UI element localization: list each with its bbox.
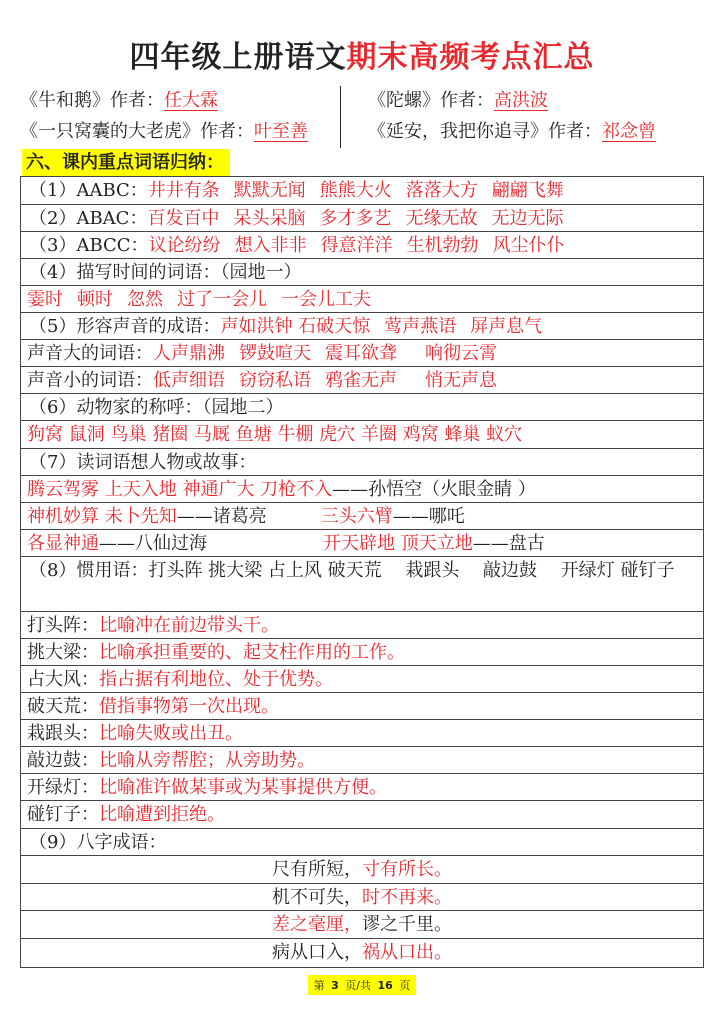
table-row: （7）读词语想人物或故事： — [21, 449, 703, 476]
word: 窃窃私语 — [239, 370, 311, 391]
author-name: 叶至善 — [254, 121, 308, 142]
word: 呆头呆脑 — [233, 208, 306, 229]
table-row: 机不可失，时不再来。 — [21, 884, 703, 911]
table-row: （9）八字成语： — [21, 829, 703, 856]
title-part1: 四年级上册语文 — [129, 40, 347, 75]
author-entry: 《陀螺》作者：高洪波 — [368, 90, 548, 111]
table-row: 声音小的词语：低声细语 窃窃私语 鸦雀无声 悄无声息 — [21, 367, 703, 394]
content-table — [20, 176, 704, 968]
word: 震耳欲聋 — [325, 343, 397, 364]
word: 风尘仆仆 — [492, 235, 565, 256]
table-row: 腾云驾雾 上天入地 神通广大 刀枪不入——孙悟空（火眼金睛 ） — [21, 476, 703, 503]
word: 屏声息气 — [470, 316, 543, 337]
word: 响彻云霄 — [425, 343, 497, 364]
word: 低声细语 — [153, 370, 225, 391]
word: 顿时 — [77, 289, 113, 310]
word: 声如洪钟 — [220, 316, 293, 337]
table-row: 破天荒：借指事物第一次出现。 — [21, 693, 703, 720]
table-row: （3）ABCC：议论纷纷 想入非非 得意洋洋 生机勃勃 风尘仆仆 — [21, 232, 703, 259]
table-row: 开绿灯：比喻准许做某事或为某事提供方便。 — [21, 774, 703, 801]
author-entry: 《一只窝囊的大老虎》作者：叶至善 — [20, 121, 308, 142]
table-row: （6）动物家的称呼：（园地二） — [21, 394, 703, 421]
page-footer — [0, 974, 724, 995]
word: 锣鼓喧天 — [239, 343, 311, 364]
title-part2: 期末高频考点汇总 — [346, 40, 595, 75]
table-row: 尺有所短，寸有所长。 — [21, 856, 703, 884]
table-row: 狗窝 鼠洞 鸟巢 猪圈 马厩 鱼塘 牛棚 虎穴 羊圈 鸡窝 蜂巢 蚁穴 — [21, 421, 703, 449]
table-row: （5）形容声音的成语：声如洪钟 石破天惊 莺声燕语 屏声息气 — [21, 313, 703, 340]
word: 忽然 — [127, 289, 163, 310]
table-row: 打头阵：比喻冲在前边带头干。 — [21, 612, 703, 639]
page-title — [0, 36, 724, 80]
word: 熊熊大火 — [319, 180, 392, 201]
table-row: （1）AABC：井井有条 默默无闻 熊熊大火 落落大方 翩翩飞舞 — [21, 177, 703, 205]
table-row: 碰钉子：比喻遭到拒绝。 — [21, 801, 703, 829]
table-row: 神机妙算 未卜先知——诸葛亮 三头六臂——哪吒 — [21, 503, 703, 530]
word: 霎时 — [27, 289, 63, 310]
word: 无边无际 — [491, 208, 564, 229]
table-row: （4）描写时间的词语：（园地一） — [21, 259, 703, 286]
table-row: （2）ABAC：百发百中 呆头呆脑 多才多艺 无缘无故 无边无际 — [21, 205, 703, 232]
table-row: 占大风：指占据有利地位、处于优势。 — [21, 666, 703, 693]
author-name: 祁念曾 — [602, 121, 656, 142]
word: 默默无闻 — [233, 180, 306, 201]
word: 多才多艺 — [319, 208, 392, 229]
author-name: 任大霖 — [164, 90, 218, 111]
author-name: 高洪波 — [494, 90, 548, 111]
word: 想入非非 — [234, 235, 307, 256]
table-row: 声音大的词语：人声鼎沸 锣鼓喧天 震耳欲聋 响彻云霄 — [21, 340, 703, 367]
table-row: 病从口入，祸从口出。 — [272, 942, 452, 963]
word: 生机勃勃 — [406, 235, 479, 256]
word: 石破天惊 — [298, 316, 371, 337]
table-row: 差之毫厘，谬之千里。 — [21, 911, 703, 939]
word: 井井有条 — [147, 180, 220, 201]
word: 无缘无故 — [405, 208, 478, 229]
word: 悄无声息 — [425, 370, 497, 391]
author-entry: 《延安，我把你追寻》作者：祁念曾 — [368, 121, 656, 142]
page-number: 第 3 页/共 16 页 — [308, 975, 417, 995]
word: 鸦雀无声 — [325, 370, 397, 391]
word: 翩翩飞舞 — [491, 180, 564, 201]
word: 百发百中 — [147, 208, 220, 229]
author-entry: 《牛和鹅》作者：任大霖 — [20, 90, 218, 111]
word: 过了一会儿 — [177, 289, 267, 310]
word: 莺声燕语 — [384, 316, 457, 337]
word: 得意洋洋 — [320, 235, 393, 256]
table-row: 各显神通——八仙过海 开天辟地 顶天立地——盘古 — [21, 530, 703, 557]
table-row: 挑大梁：比喻承担重要的、起支柱作用的工作。 — [21, 639, 703, 666]
section-heading: 六、课内重点词语归纳： — [22, 149, 230, 176]
column-divider — [340, 86, 341, 148]
word: 一会儿工夫 — [281, 289, 371, 310]
word: 人声鼎沸 — [153, 343, 225, 364]
table-row: 栽跟头：比喻失败或出丑。 — [21, 720, 703, 747]
authors-block — [20, 86, 704, 148]
word: 议论纷纷 — [148, 235, 221, 256]
table-row: 敲边鼓：比喻从旁帮腔；从旁助势。 — [21, 747, 703, 774]
table-row — [21, 286, 703, 313]
table-row: （8）惯用语：打头阵 挑大梁 占上风 破天荒 栽跟头 敲边鼓 开绿灯 碰钉子 — [21, 557, 703, 612]
word: 落落大方 — [405, 180, 478, 201]
